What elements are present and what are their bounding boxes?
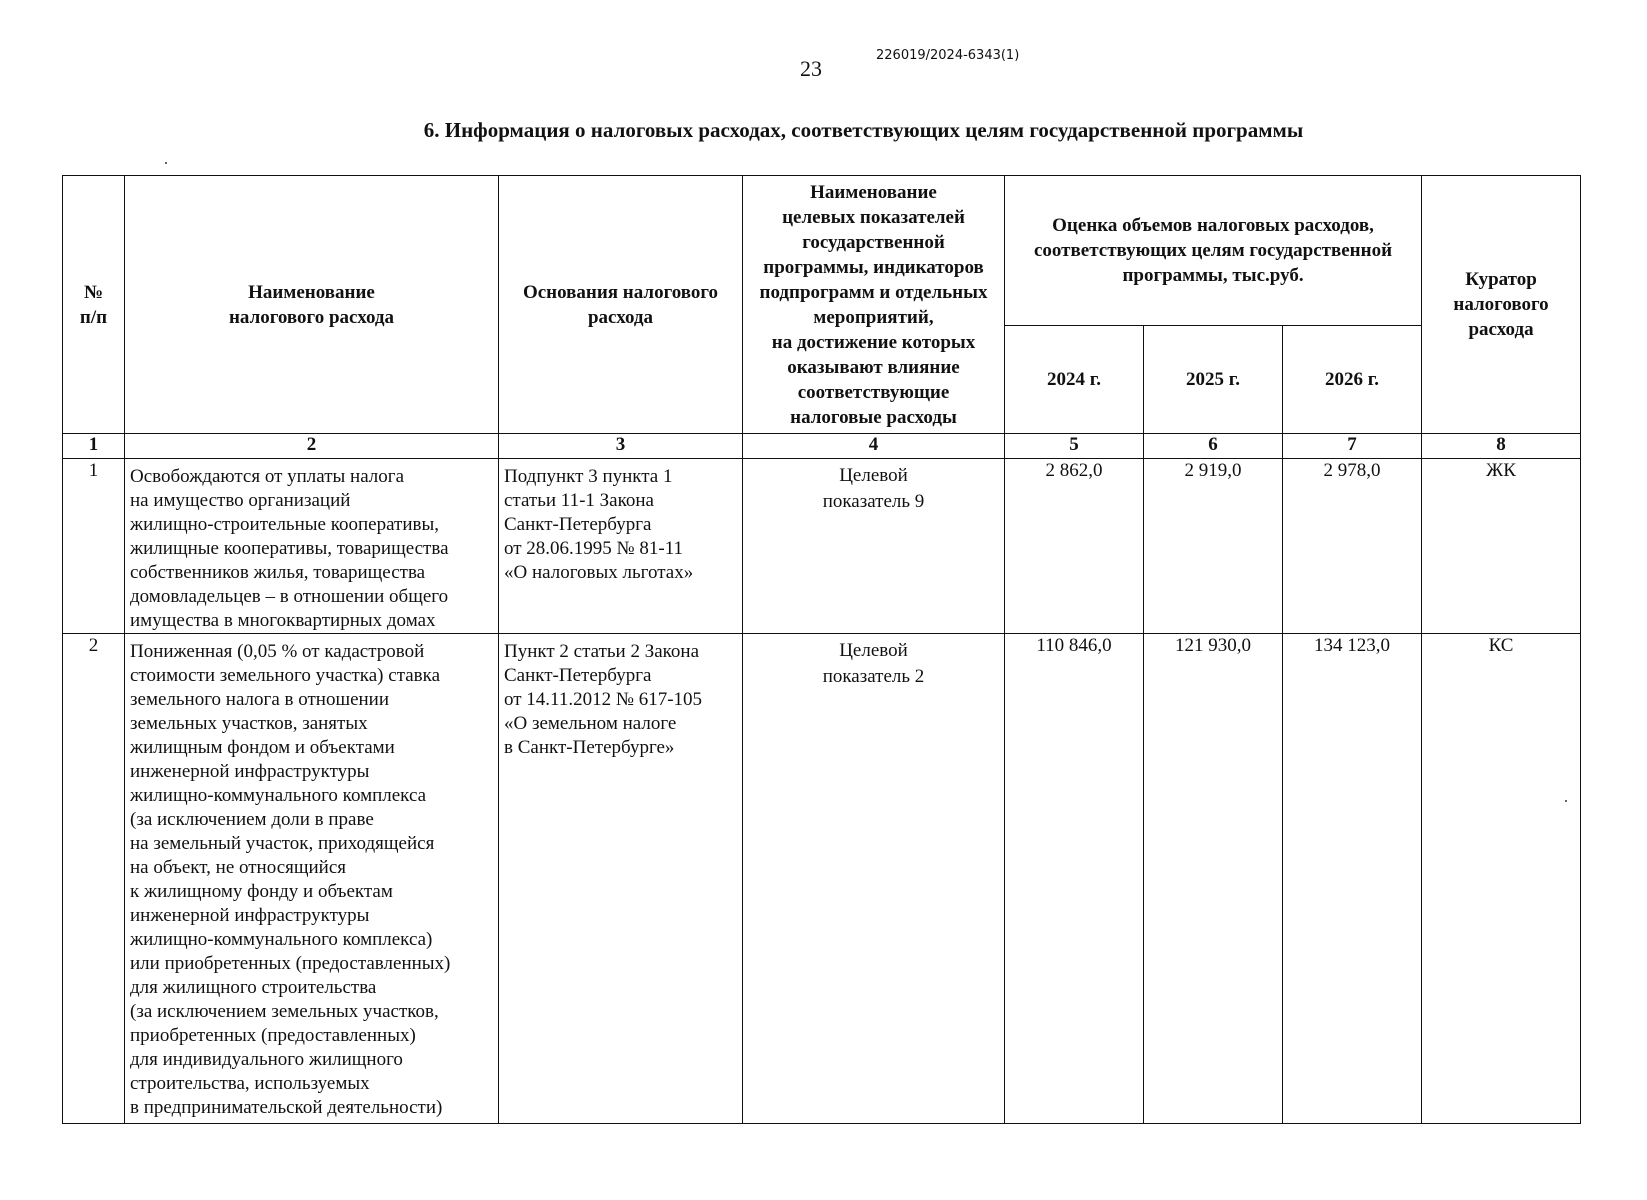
column-number: 7 bbox=[1283, 434, 1422, 459]
header-estimate: Оценка объемов налоговых расходов, соответствующих целям государственной программы, тыс.руб. bbox=[1005, 176, 1422, 326]
value-2024: 2 862,0 bbox=[1005, 459, 1144, 634]
value-2025: 2 919,0 bbox=[1144, 459, 1283, 634]
column-number: 3 bbox=[499, 434, 743, 459]
document-id: 226019/2024-6343(1) bbox=[876, 48, 1020, 63]
table-row bbox=[63, 634, 1581, 1124]
column-number: 2 bbox=[125, 434, 499, 459]
target-indicator: Целевой показатель 9 bbox=[822, 465, 925, 512]
header-name: Наименование налогового расхода bbox=[125, 176, 499, 434]
column-number: 1 bbox=[63, 434, 125, 459]
tax-expenditures-table bbox=[62, 175, 1581, 1124]
header-num: № п/п bbox=[63, 176, 125, 434]
header-indicators: Наименование целевых показателей государственной программы, индикаторов подпрограмм и отдельных мероприятий, на достижение которых оказывают влияние соответствующие налоговые расходы bbox=[743, 176, 1005, 434]
tax-expenditure-name: Пониженная (0,05 % от кадастровой стоимости земельного участка) ставка земельного налога в отношении земельных участков, занятых жилищным фондом и объектами инженерной инфраструктуры жилищно-коммунального комплекса (за исключением доли в праве на земельный участок, приходящейся на объект, не относящийся к жилищному фонду и объектам инженерной инфраструктуры жилищно-коммунального комплекса) или приобретенных (предоставленных) для жилищного строительства (за исключением земельных участков, приобретенных (предоставленных) для индивидуального жилищного строительства, используемых в предпринимательской деятельности) bbox=[130, 641, 451, 1118]
column-number: 5 bbox=[1005, 434, 1144, 459]
value-2026: 134 123,0 bbox=[1283, 634, 1422, 1124]
value-2024: 110 846,0 bbox=[1005, 634, 1144, 1124]
curator: КС bbox=[1422, 634, 1581, 1124]
row-number: 2 bbox=[63, 634, 125, 1124]
header-year-2025: 2025 г. bbox=[1144, 326, 1283, 434]
header-basis: Основания налогового расхода bbox=[499, 176, 743, 434]
column-number: 6 bbox=[1144, 434, 1283, 459]
header-curator: Куратор налогового расхода bbox=[1422, 176, 1581, 434]
column-number: 4 bbox=[743, 434, 1005, 459]
header-year-2026: 2026 г. bbox=[1283, 326, 1422, 434]
target-indicator: Целевой показатель 2 bbox=[822, 640, 925, 687]
tax-expenditure-basis: Подпункт 3 пункта 1 статьи 11-1 Закона Санкт-Петербурга от 28.06.1995 № 81-11 «О налоговых льготах» bbox=[504, 466, 694, 583]
section-title: 6. Информация о налоговых расходах, соответствующих целям государственной программы bbox=[423, 118, 1304, 142]
tax-expenditure-basis: Пункт 2 статьи 2 Закона Санкт-Петербурга от 14.11.2012 № 617-105 «О земельном налоге в Санкт-Петербурге» bbox=[504, 641, 703, 758]
column-number: 8 bbox=[1422, 434, 1581, 459]
page-number: 23 bbox=[800, 56, 822, 81]
value-2025: 121 930,0 bbox=[1144, 634, 1283, 1124]
row-number: 1 bbox=[63, 459, 125, 634]
curator: ЖК bbox=[1422, 459, 1581, 634]
value-2026: 2 978,0 bbox=[1283, 459, 1422, 634]
table-row bbox=[63, 459, 1581, 634]
header-year-2024: 2024 г. bbox=[1005, 326, 1144, 434]
scan-speck bbox=[165, 162, 167, 164]
tax-expenditure-name: Освобождаются от уплаты налога на имущество организаций жилищно-строительные кооперативы, жилищные кооперативы, товарищества собственников жилья, товарищества домовладельцев – в отношении общего имущества в многоквартирных домах bbox=[130, 466, 449, 631]
